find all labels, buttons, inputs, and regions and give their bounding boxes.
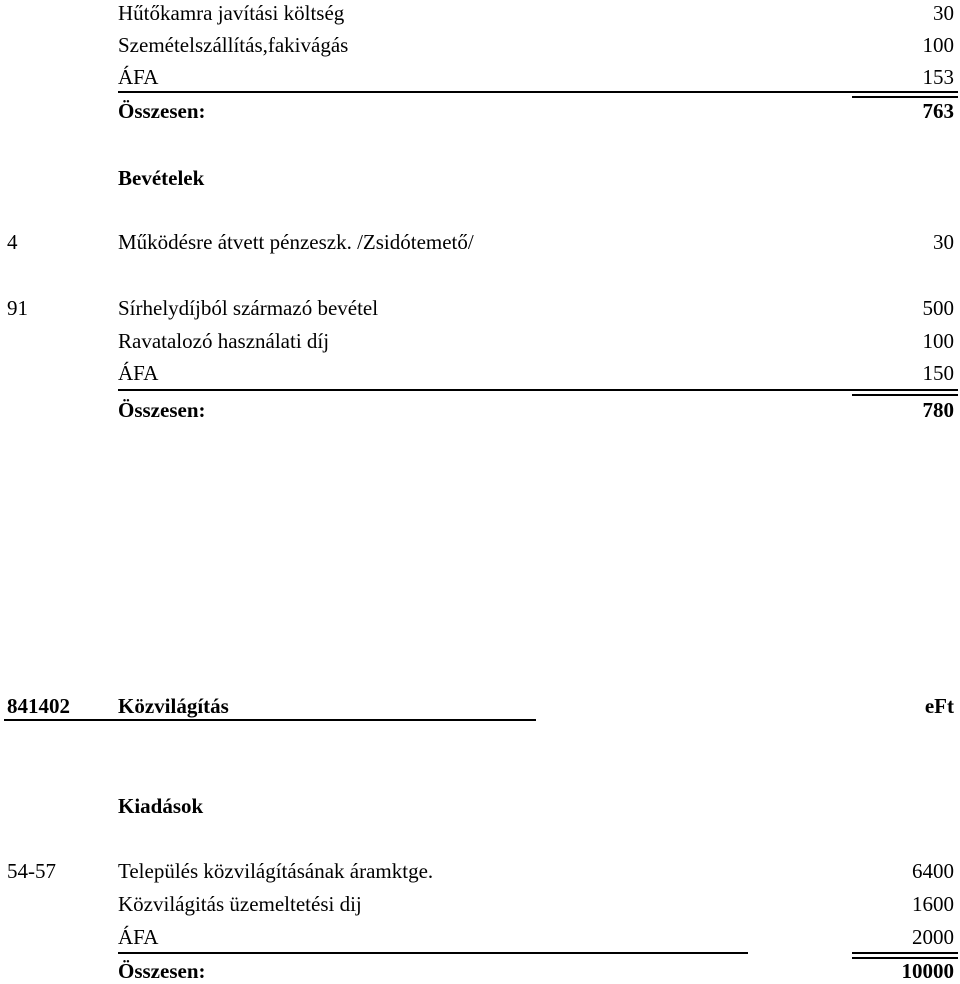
- total-label: Összesen:: [118, 959, 206, 983]
- row-amount: 2000: [912, 925, 954, 949]
- table-row: [0, 360, 960, 386]
- row-label: Sírhelydíjból származó bevétel: [118, 296, 379, 320]
- table-row: [0, 229, 960, 255]
- table-row: [0, 64, 960, 90]
- row-amount: 6400: [912, 859, 954, 883]
- total-row: [0, 397, 960, 423]
- row-amount: 30: [933, 1, 954, 25]
- row-label: Ravatalozó használati díj: [118, 329, 330, 353]
- expenses-heading: Kiadások: [118, 794, 204, 818]
- table-row: [0, 924, 960, 950]
- title-underline: [4, 719, 536, 721]
- section-title: Közvilágítás: [118, 694, 229, 718]
- row-label: Hűtőkamra javítási költség: [118, 1, 345, 25]
- total-label: Összesen:: [118, 99, 206, 123]
- row-label: ÁFA: [118, 65, 159, 89]
- table-row: [0, 328, 960, 354]
- row-label: Működésre átvett pénzeszk. /Zsidótemető/: [118, 230, 474, 254]
- row-amount: 150: [922, 361, 954, 385]
- divider: [118, 952, 748, 954]
- divider: [118, 389, 958, 391]
- row-code: 54-57: [7, 859, 56, 883]
- income-heading: Bevételek: [118, 166, 205, 190]
- row-amount: 100: [922, 33, 954, 57]
- row-label: ÁFA: [118, 361, 159, 385]
- row-label: Közvilágitás üzemeltetési dij: [118, 892, 362, 916]
- total-row: [0, 958, 960, 984]
- row-code: 91: [7, 296, 28, 320]
- row-amount: 1600: [912, 892, 954, 916]
- divider: [852, 394, 958, 396]
- row-amount: 100: [922, 329, 954, 353]
- row-amount: 500: [922, 296, 954, 320]
- row-label: Település közvilágításának áramktge.: [118, 859, 434, 883]
- row-amount: 153: [922, 65, 954, 89]
- table-row: [0, 0, 960, 26]
- row-amount: 30: [933, 230, 954, 254]
- section-title-row: [0, 693, 960, 719]
- table-row: [0, 858, 960, 884]
- table-row: [0, 295, 960, 321]
- total-amount: 10000: [901, 959, 954, 983]
- total-row: [0, 98, 960, 124]
- total-label: Összesen:: [118, 398, 206, 422]
- total-amount: 763: [922, 99, 954, 123]
- section-heading: [0, 165, 960, 191]
- row-label: ÁFA: [118, 925, 159, 949]
- table-row: [0, 32, 960, 58]
- unit-label: eFt: [924, 694, 954, 718]
- row-label: Szemételszállítás,fakivágás: [118, 33, 349, 57]
- divider: [852, 952, 958, 954]
- section-code: 841402: [7, 694, 70, 718]
- row-code: 4: [7, 230, 18, 254]
- section-heading: [0, 793, 960, 819]
- divider: [118, 91, 958, 93]
- table-row: [0, 891, 960, 917]
- total-amount: 780: [922, 398, 954, 422]
